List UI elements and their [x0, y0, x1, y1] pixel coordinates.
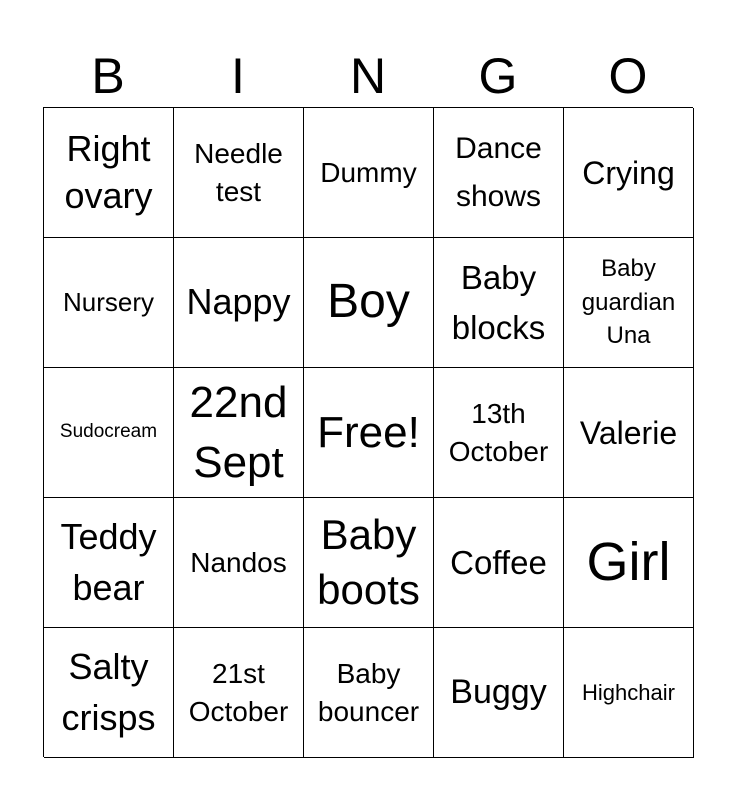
bingo-cell: [434, 108, 564, 238]
header-letter-n: N: [349, 48, 387, 104]
cell-text: 21st October: [188, 657, 289, 727]
bingo-cell: [304, 238, 434, 368]
bingo-cell: [434, 238, 564, 368]
bingo-cell: [564, 108, 694, 238]
cell-text: Highchair: [582, 679, 675, 705]
bingo-cell: [174, 628, 304, 758]
header-letter-b: B: [91, 48, 125, 104]
cell-text: Valerie: [579, 414, 678, 451]
bingo-cell: [174, 368, 304, 498]
bingo-cell: [44, 238, 174, 368]
cell-text: Dummy: [320, 156, 417, 188]
cell-text: Free!: [317, 407, 420, 457]
cell-text: 13th October: [448, 397, 549, 467]
cell-text: Salty crisps: [61, 646, 156, 738]
bingo-cell: [174, 108, 304, 238]
bingo-cell: [434, 498, 564, 628]
bingo-cell: [304, 628, 434, 758]
bingo-header: [43, 46, 693, 106]
cell-text: Boy: [327, 275, 410, 329]
cell-text: Baby bouncer: [317, 657, 420, 727]
cell-text: Teddy bear: [60, 516, 157, 608]
header-letter-g: G: [478, 48, 518, 104]
cell-text: Coffee: [450, 543, 547, 581]
cell-text: Baby guardian Una: [581, 255, 676, 350]
cell-text: Sudocream: [59, 421, 158, 443]
cell-text: Baby boots: [317, 510, 420, 613]
bingo-cell: [44, 628, 174, 758]
bingo-cell: [564, 238, 694, 368]
cell-text: Nappy: [186, 281, 291, 323]
header-letter-i: I: [231, 48, 245, 104]
header-letter-o: O: [608, 48, 648, 104]
cell-text: 22nd Sept: [189, 378, 288, 487]
bingo-cell: [304, 368, 434, 498]
cell-text: Nursery: [62, 286, 154, 317]
cell-text: Nandos: [190, 546, 287, 578]
cell-text: Girl: [586, 531, 671, 592]
bingo-cell: [174, 498, 304, 628]
bingo-card-grid: [43, 107, 693, 757]
bingo-cell: [44, 368, 174, 498]
cell-text: Right ovary: [64, 127, 153, 216]
bingo-cell: [304, 108, 434, 238]
cell-text: Baby blocks: [451, 259, 546, 346]
cell-text: Needle test: [194, 137, 283, 207]
bingo-cell: [44, 108, 174, 238]
cell-text: Buggy: [450, 673, 547, 712]
bingo-cell: [434, 628, 564, 758]
bingo-cell: [564, 498, 694, 628]
bingo-cell: [564, 628, 694, 758]
bingo-cell: [434, 368, 564, 498]
cell-text: Crying: [582, 154, 675, 191]
bingo-cell: [564, 368, 694, 498]
bingo-cell: [44, 498, 174, 628]
bingo-cell: [304, 498, 434, 628]
bingo-cell: [174, 238, 304, 368]
cell-text: Dance shows: [455, 131, 542, 213]
